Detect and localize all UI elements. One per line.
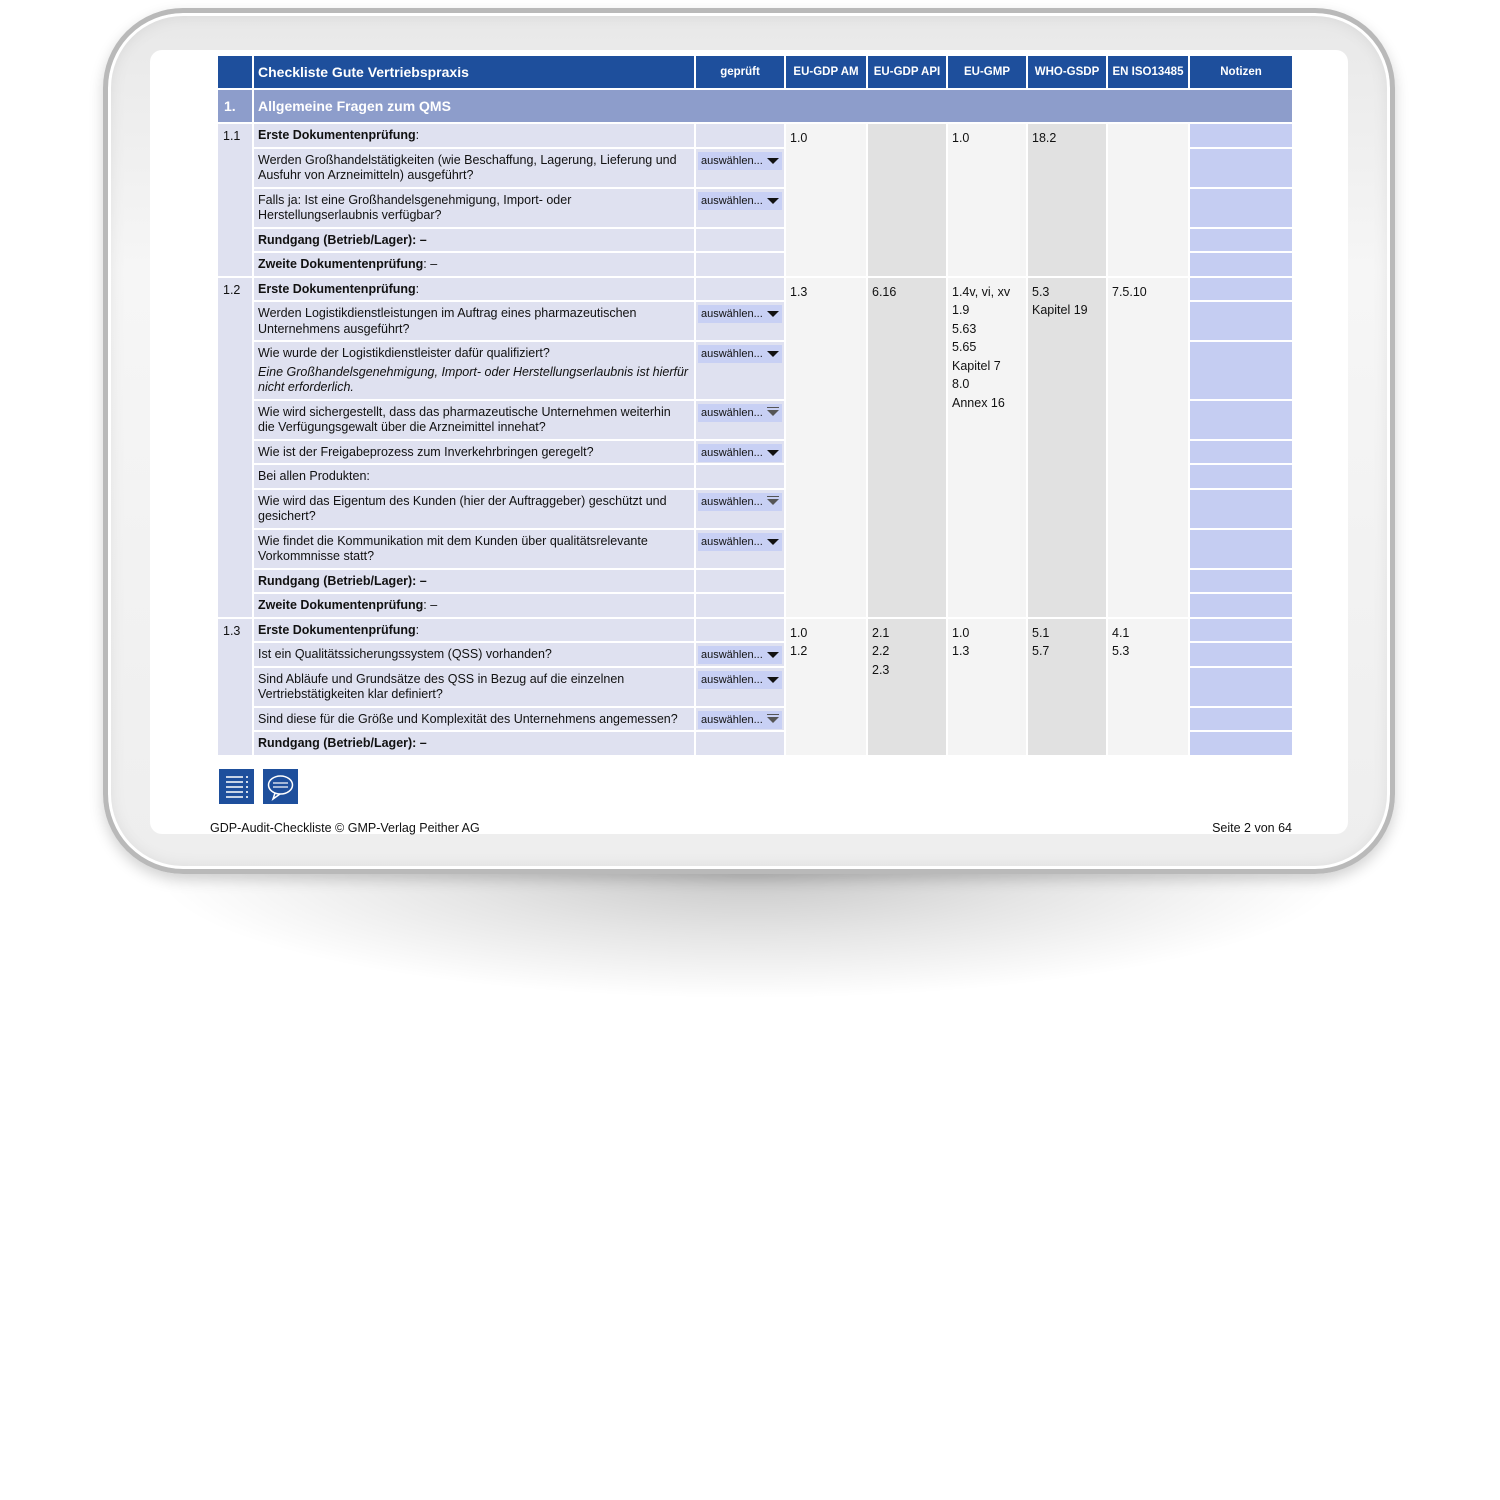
question-cell <box>254 229 694 252</box>
ref-en-iso <box>1108 619 1188 755</box>
ref-eu-gdp-am <box>786 124 866 276</box>
question-bold-text: Zweite Dokumentenprüfung <box>258 598 424 612</box>
question-cell <box>254 594 694 617</box>
question-bold-text: Erste Dokumentenprüfung <box>258 128 416 142</box>
notes-field[interactable] <box>1190 643 1292 666</box>
question-cell <box>254 342 694 399</box>
question-cell <box>254 253 694 276</box>
notes-field[interactable] <box>1190 342 1292 399</box>
chevron-down-icon <box>767 499 779 505</box>
dropdown-label: auswählen... <box>701 713 763 726</box>
question-cell <box>254 189 694 227</box>
ref-value: 5.1 <box>1032 625 1050 640</box>
auswaehlen-dropdown[interactable] <box>698 192 782 210</box>
ref-value: Kapitel 19 <box>1032 303 1088 317</box>
notes-field[interactable] <box>1190 490 1292 528</box>
ref-value: 1.0 <box>952 131 970 145</box>
question-bold-text: Rundgang (Betrieb/Lager): – <box>258 573 427 588</box>
header-geprueft: geprüft <box>696 56 784 88</box>
speech-bubble-icon <box>263 769 298 804</box>
ref-value: 1.4v, vi, xv <box>952 284 1011 299</box>
question-cell <box>254 490 694 528</box>
ref-eu-gdp-api <box>868 278 946 617</box>
dropdown-label: auswählen... <box>701 348 763 360</box>
notes-field[interactable] <box>1190 229 1292 252</box>
chevron-down-icon <box>767 158 779 164</box>
ref-value: 7.5.10 <box>1112 284 1147 299</box>
question-text: Wie ist der Freigabeprozess zum Inverkehrbringen geregelt? <box>258 444 594 459</box>
ref-eu-gmp <box>948 124 1026 276</box>
auswaehlen-dropdown[interactable] <box>698 671 782 689</box>
notes-field[interactable] <box>1190 594 1292 617</box>
group-number: 1.2 <box>218 278 252 617</box>
ref-who-gsdp <box>1028 278 1106 617</box>
auswaehlen-dropdown[interactable] <box>698 533 782 551</box>
notes-field[interactable] <box>1190 302 1292 340</box>
auswaehlen-dropdown[interactable] <box>698 493 782 511</box>
geprueft-cell <box>696 278 784 301</box>
notes-field[interactable] <box>1190 530 1292 568</box>
ref-value: 18.2 <box>1032 131 1057 145</box>
ref-eu-gdp-am <box>786 619 866 755</box>
ref-eu-gdp-api <box>868 124 946 276</box>
ref-value: 2.1 <box>872 625 890 640</box>
list-icon <box>219 769 254 804</box>
dropdown-label: auswählen... <box>701 649 763 661</box>
geprueft-cell <box>696 668 784 706</box>
geprueft-cell <box>696 441 784 464</box>
question-cell <box>254 732 694 755</box>
ref-who-gsdp <box>1028 619 1106 755</box>
header-eu-gmp: EU-GMP <box>948 56 1026 88</box>
geprueft-cell <box>696 570 784 593</box>
question-bold-text: Rundgang (Betrieb/Lager): – <box>258 232 427 247</box>
group-number: 1.3 <box>218 619 252 755</box>
table-row <box>218 124 1292 147</box>
ref-value: Kapitel 7 <box>952 358 1001 373</box>
notes-field[interactable] <box>1190 401 1292 439</box>
table-row <box>218 278 1292 301</box>
notes-field[interactable] <box>1190 708 1292 731</box>
geprueft-cell <box>696 465 784 488</box>
geprueft-cell <box>696 253 784 276</box>
footer-page-number: Seite 2 von 64 <box>1212 821 1292 835</box>
auswaehlen-dropdown[interactable] <box>698 646 782 664</box>
notes-field[interactable] <box>1190 732 1292 755</box>
chevron-down-icon <box>767 410 779 416</box>
chevron-down-icon <box>767 450 779 456</box>
question-text: Sind diese für die Größe und Komplexität des Unternehmens angemessen? <box>258 711 678 726</box>
geprueft-cell <box>696 302 784 340</box>
notes-field[interactable] <box>1190 465 1292 488</box>
geprueft-cell <box>696 342 784 399</box>
auswaehlen-dropdown[interactable] <box>698 404 782 422</box>
question-cell <box>254 278 694 301</box>
header-eu-gdp-am: EU-GDP AM <box>786 56 866 88</box>
question-text: Wie wird sichergestellt, dass das pharmazeutische Unternehmen weiterhin die Verfügungsgewalt über die Arzneimittel innehat? <box>258 404 671 434</box>
question-cell <box>254 124 694 147</box>
ref-value: 5.7 <box>1032 644 1050 658</box>
chevron-down-icon <box>767 539 779 545</box>
notes-field[interactable] <box>1190 570 1292 593</box>
geprueft-cell <box>696 732 784 755</box>
ref-en-iso <box>1108 124 1188 276</box>
question-text: Wie wurde der Logistikdienstleister dafür qualifiziert? <box>258 346 550 360</box>
ref-eu-gdp-am <box>786 278 866 617</box>
geprueft-cell <box>696 619 784 642</box>
question-text: Werden Logistikdienstleistungen im Auftrag eines pharmazeutischen Unternehmens ausgeführt? <box>258 306 637 336</box>
notes-field[interactable] <box>1190 441 1292 464</box>
question-text: Wie findet die Kommunikation mit dem Kunden über qualitätsrelevante Vorkommnisse statt? <box>258 533 648 563</box>
footer-copyright: GDP-Audit-Checkliste © GMP-Verlag Peither AG <box>210 821 480 835</box>
question-cell <box>254 570 694 593</box>
table-header-row <box>218 56 1292 88</box>
ref-value: 5.65 <box>952 340 977 354</box>
ref-value: 4.1 <box>1112 625 1130 640</box>
question-text: : – <box>423 598 438 612</box>
auswaehlen-dropdown[interactable] <box>698 345 782 363</box>
header-notizen: Notizen <box>1190 56 1292 88</box>
question-text: Werden Großhandelstätigkeiten (wie Beschaffung, Lagerung, Lieferung und Ausfuhr von Arzneimitteln) ausgeführt? <box>258 152 677 182</box>
auswaehlen-dropdown[interactable] <box>698 305 782 323</box>
table-row <box>218 619 1292 642</box>
geprueft-cell <box>696 490 784 528</box>
chevron-down-icon <box>767 677 779 683</box>
ref-eu-gdp-api <box>868 619 946 755</box>
question-text: : <box>415 281 420 296</box>
notes-field[interactable] <box>1190 619 1292 642</box>
ref-who-gsdp <box>1028 124 1106 276</box>
dropdown-label: auswählen... <box>701 194 763 207</box>
question-bold-text: Erste Dokumentenprüfung <box>258 622 416 637</box>
ref-value: 1.3 <box>790 284 808 299</box>
question-cell <box>254 302 694 340</box>
question-text: : <box>415 622 420 637</box>
geprueft-cell <box>696 401 784 439</box>
question-cell <box>254 708 694 731</box>
notes-field[interactable] <box>1190 668 1292 706</box>
chevron-down-icon <box>767 311 779 317</box>
question-text: Falls ja: Ist eine Großhandelsgenehmigung, Import- oder Herstellungserlaubnis verfügbar? <box>258 192 572 222</box>
question-note: Eine Großhandelsgenehmigung, Import- oder Herstellungserlaubnis ist hierfür nicht erforderlich. <box>258 364 689 394</box>
dropdown-label: auswählen... <box>701 154 763 167</box>
section-number: 1. <box>218 90 252 122</box>
question-cell <box>254 401 694 439</box>
ref-value: 1.0 <box>952 625 970 640</box>
question-cell <box>254 643 694 666</box>
auswaehlen-dropdown[interactable] <box>698 152 782 170</box>
geprueft-cell <box>696 229 784 252</box>
geprueft-cell <box>696 594 784 617</box>
checklist-table <box>216 54 1294 757</box>
question-bold-text: Erste Dokumentenprüfung <box>258 281 416 296</box>
question-text: Ist ein Qualitätssicherungssystem (QSS) vorhanden? <box>258 647 552 661</box>
geprueft-cell <box>696 189 784 227</box>
chevron-down-icon <box>767 198 779 204</box>
ref-value: 6.16 <box>872 284 897 299</box>
dropdown-label: auswählen... <box>701 308 763 320</box>
ref-value: Annex 16 <box>952 395 1005 410</box>
question-bold-text: Rundgang (Betrieb/Lager): – <box>258 736 427 750</box>
chevron-down-icon <box>767 351 779 357</box>
notes-field[interactable] <box>1190 124 1292 147</box>
ref-value: 2.3 <box>872 662 890 677</box>
header-en-iso: EN ISO13485 <box>1108 56 1188 88</box>
geprueft-cell <box>696 708 784 731</box>
chevron-down-icon <box>767 652 779 658</box>
question-cell <box>254 441 694 464</box>
question-text: Sind Abläufe und Grundsätze des QSS in Bezug auf die einzelnen Vertriebstätigkeiten klar definiert? <box>258 671 625 701</box>
question-bold-text: Zweite Dokumentenprüfung <box>258 257 424 271</box>
notes-field[interactable] <box>1190 189 1292 227</box>
auswaehlen-dropdown[interactable] <box>698 444 782 462</box>
table-of-contents-button[interactable] <box>219 769 254 804</box>
ref-value: 1.9 <box>952 303 970 317</box>
question-cell <box>254 668 694 706</box>
dropdown-label: auswählen... <box>701 535 763 548</box>
dropdown-label: auswählen... <box>701 495 763 508</box>
question-text: : – <box>423 257 438 271</box>
auswaehlen-dropdown[interactable] <box>698 711 782 729</box>
question-cell <box>254 149 694 187</box>
dropdown-label: auswählen... <box>701 446 763 459</box>
ref-eu-gmp <box>948 278 1026 617</box>
header-eu-gdp-api: EU-GDP API <box>868 56 946 88</box>
ref-value: 1.2 <box>790 644 808 658</box>
question-cell <box>254 465 694 488</box>
ref-value: 8.0 <box>952 377 970 391</box>
ref-value: 5.63 <box>952 321 977 336</box>
ref-eu-gmp <box>948 619 1026 755</box>
chevron-down-icon <box>767 717 779 723</box>
ref-value: 1.0 <box>790 131 808 145</box>
header-title: Checkliste Gute Vertriebspraxis <box>254 56 694 88</box>
geprueft-cell <box>696 643 784 666</box>
section-row <box>218 90 1292 122</box>
section-title: Allgemeine Fragen zum QMS <box>254 90 1292 122</box>
ref-value: 5.3 <box>1112 644 1130 658</box>
question-text: Wie wird das Eigentum des Kunden (hier der Auftraggeber) geschützt und gesichert? <box>258 493 667 523</box>
question-cell <box>254 619 694 642</box>
group-number: 1.1 <box>218 124 252 276</box>
question-cell <box>254 530 694 568</box>
question-text: Bei allen Produkten: <box>258 469 370 483</box>
geprueft-cell <box>696 530 784 568</box>
dropdown-label: auswählen... <box>701 406 763 419</box>
dropdown-label: auswählen... <box>701 673 763 686</box>
notes-field[interactable] <box>1190 278 1292 301</box>
header-number-cell <box>218 56 252 88</box>
comment-button[interactable] <box>263 769 298 804</box>
notes-field[interactable] <box>1190 149 1292 187</box>
ref-value: 5.3 <box>1032 284 1050 299</box>
question-text: : <box>415 128 420 142</box>
geprueft-cell <box>696 149 784 187</box>
header-who-gsdp: WHO-GSDP <box>1028 56 1106 88</box>
geprueft-cell <box>696 124 784 147</box>
ref-en-iso <box>1108 278 1188 617</box>
ref-value: 1.0 <box>790 625 808 640</box>
ref-value: 2.2 <box>872 644 890 658</box>
ref-value: 1.3 <box>952 644 970 658</box>
notes-field[interactable] <box>1190 253 1292 276</box>
